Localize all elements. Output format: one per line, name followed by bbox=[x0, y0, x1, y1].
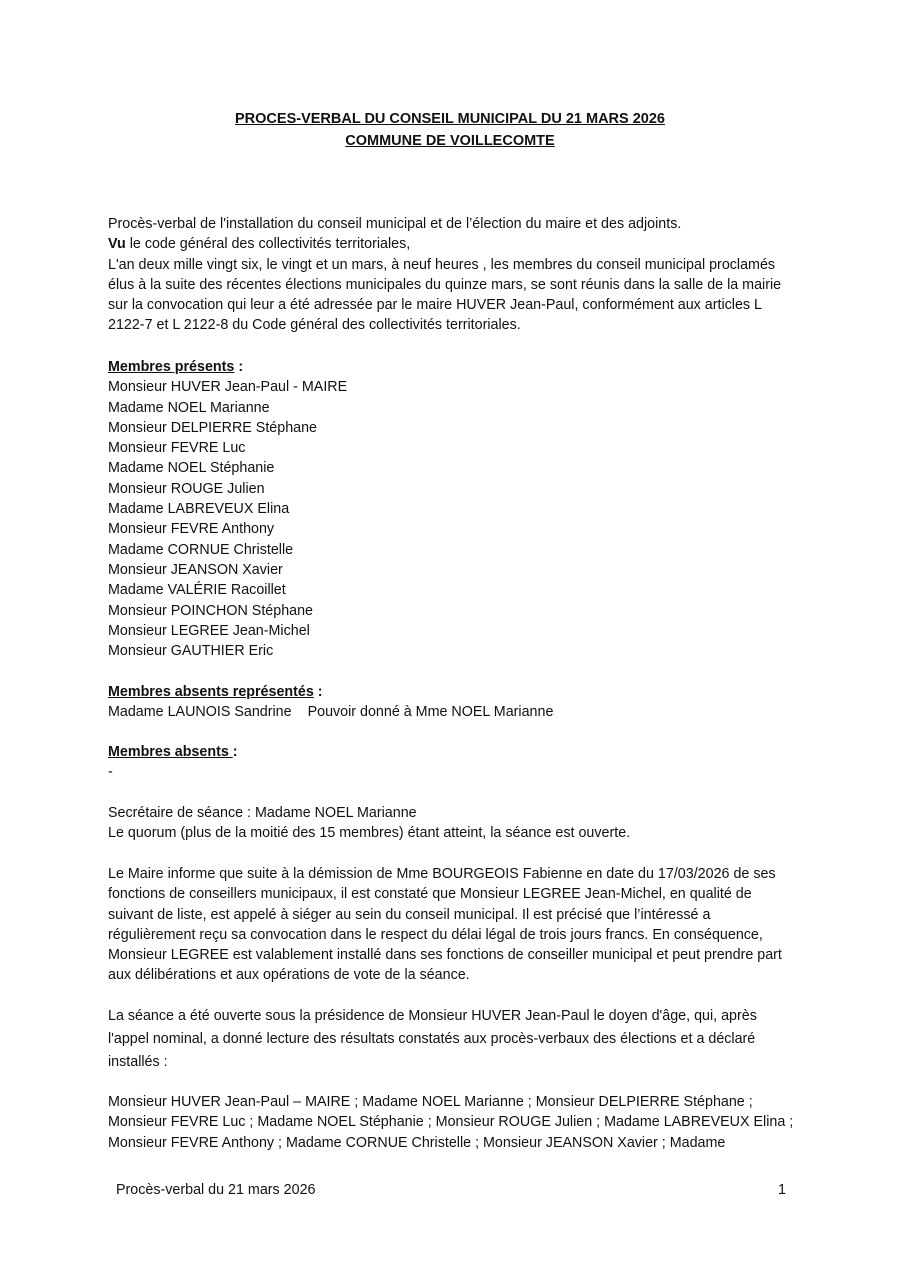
footer-label: Procès-verbal du 21 mars 2026 bbox=[116, 1182, 316, 1198]
member-item: Monsieur FEVRE Luc bbox=[108, 440, 246, 457]
members-absent-heading: Membres absents : bbox=[108, 744, 238, 760]
member-item: Madame LABREVEUX Elina bbox=[108, 501, 290, 518]
members-absent-value: - bbox=[108, 764, 113, 781]
member-item: Monsieur GAUTHIER Eric bbox=[108, 643, 274, 660]
title-line-1: PROCES-VERBAL DU CONSEIL MUNICIPAL DU 21 MARS 2026 bbox=[235, 111, 665, 127]
intro-line: Procès-verbal de l'installation du conseil municipal et de l’élection du maire et des adjoints. bbox=[108, 216, 682, 232]
quorum-line: Le quorum (plus de la moitié des 15 membres) étant atteint, la séance est ouverte. bbox=[108, 825, 631, 842]
session-section bbox=[108, 803, 630, 844]
page-footer bbox=[116, 1180, 786, 1200]
member-item: Monsieur POINCHON Stéphane bbox=[108, 602, 314, 619]
document-title bbox=[0, 108, 900, 152]
secretary-line: Secrétaire de séance : Madame NOEL Marianne bbox=[108, 805, 417, 821]
opening-paragraph: La séance a été ouverte sous la présidence de Monsieur HUVER Jean-Paul le doyen d'âge, qui, après l'appel nominal, a donné lecture des résultats constatés aux procès-verbaux des élections et a déclaré installés : bbox=[108, 1008, 757, 1070]
member-item: Monsieur HUVER Jean-Paul - MAIRE bbox=[108, 379, 348, 396]
installed-members-paragraph: Monsieur HUVER Jean-Paul – MAIRE ; Madame NOEL Marianne ; Monsieur DELPIERRE Stéphane ; Monsieur FEVRE Luc ; Madame NOEL Stéphanie ; Monsieur ROUGE Julien ; Madame LABREVEUX Elina ; Monsieur FEVRE Anthony ; Madame CORNUE Christelle ; Monsieur JEANSON Xavier ; Madame bbox=[108, 1094, 794, 1151]
intro-paragraph: L'an deux mille vingt six, le vingt et un mars, à neuf heures , les membres du conseil municipal proclamés élus à la suite des récentes élections municipales du quinze mars, se sont réunis dans la salle de la mairie sur la convocation qui leur a été adressée par le maire HUVER Jean-Paul, conformément aux articles L 2122-7 et L 2122-8 du Code général des collectivités territoriales. bbox=[108, 256, 782, 334]
represented-member bbox=[108, 702, 553, 722]
page-number: 1 bbox=[778, 1182, 786, 1198]
title-line-2: COMMUNE DE VOILLECOMTE bbox=[345, 133, 555, 149]
intro-section bbox=[108, 214, 798, 336]
members-absent-section bbox=[108, 742, 238, 783]
represented-name: Madame LAUNOIS Sandrine bbox=[108, 704, 292, 721]
member-item: Monsieur LEGREE Jean-Michel bbox=[108, 622, 310, 639]
resignation-paragraph: Le Maire informe que suite à la démission de Mme BOURGEOIS Fabienne en date du 17/03/2026 de ses fonctions de conseillers municipaux, il est constaté que Monsieur LEGREE Jean-Michel, en qualité de suivant de liste, est appelé à siéger au sein du conseil municipal. Il est précisé que l’intéressé a régulièrement reçu sa convocation dans le respect du délai légal de trois jours francs. En conséquence, Monsieur LEGREE est valablement installé dans ses fonctions de conseiller municipal et peut prendre part aux délibérations et aux opérations de vote de la séance. bbox=[108, 866, 782, 984]
vu-label: Vu bbox=[108, 236, 126, 253]
proxy-text: Pouvoir donné à Mme NOEL Marianne bbox=[307, 704, 554, 721]
member-item: Monsieur DELPIERRE Stéphane bbox=[108, 419, 318, 436]
member-item: Monsieur JEANSON Xavier bbox=[108, 561, 283, 578]
members-represented-section bbox=[108, 682, 553, 723]
member-item: Monsieur ROUGE Julien bbox=[108, 480, 265, 497]
member-item: Madame NOEL Marianne bbox=[108, 399, 270, 416]
member-item: Madame NOEL Stéphanie bbox=[108, 460, 275, 477]
vu-text: le code général des collectivités territoriales, bbox=[125, 236, 411, 253]
vu-line bbox=[108, 234, 798, 254]
member-item: Madame VALÉRIE Racoillet bbox=[108, 582, 286, 599]
members-present-list bbox=[108, 377, 347, 661]
member-item: Madame CORNUE Christelle bbox=[108, 541, 294, 558]
member-item: Monsieur FEVRE Anthony bbox=[108, 521, 275, 538]
members-present-section bbox=[108, 357, 347, 661]
members-present-heading: Membres présents : bbox=[108, 359, 244, 375]
members-represented-heading: Membres absents représentés : bbox=[108, 684, 323, 700]
